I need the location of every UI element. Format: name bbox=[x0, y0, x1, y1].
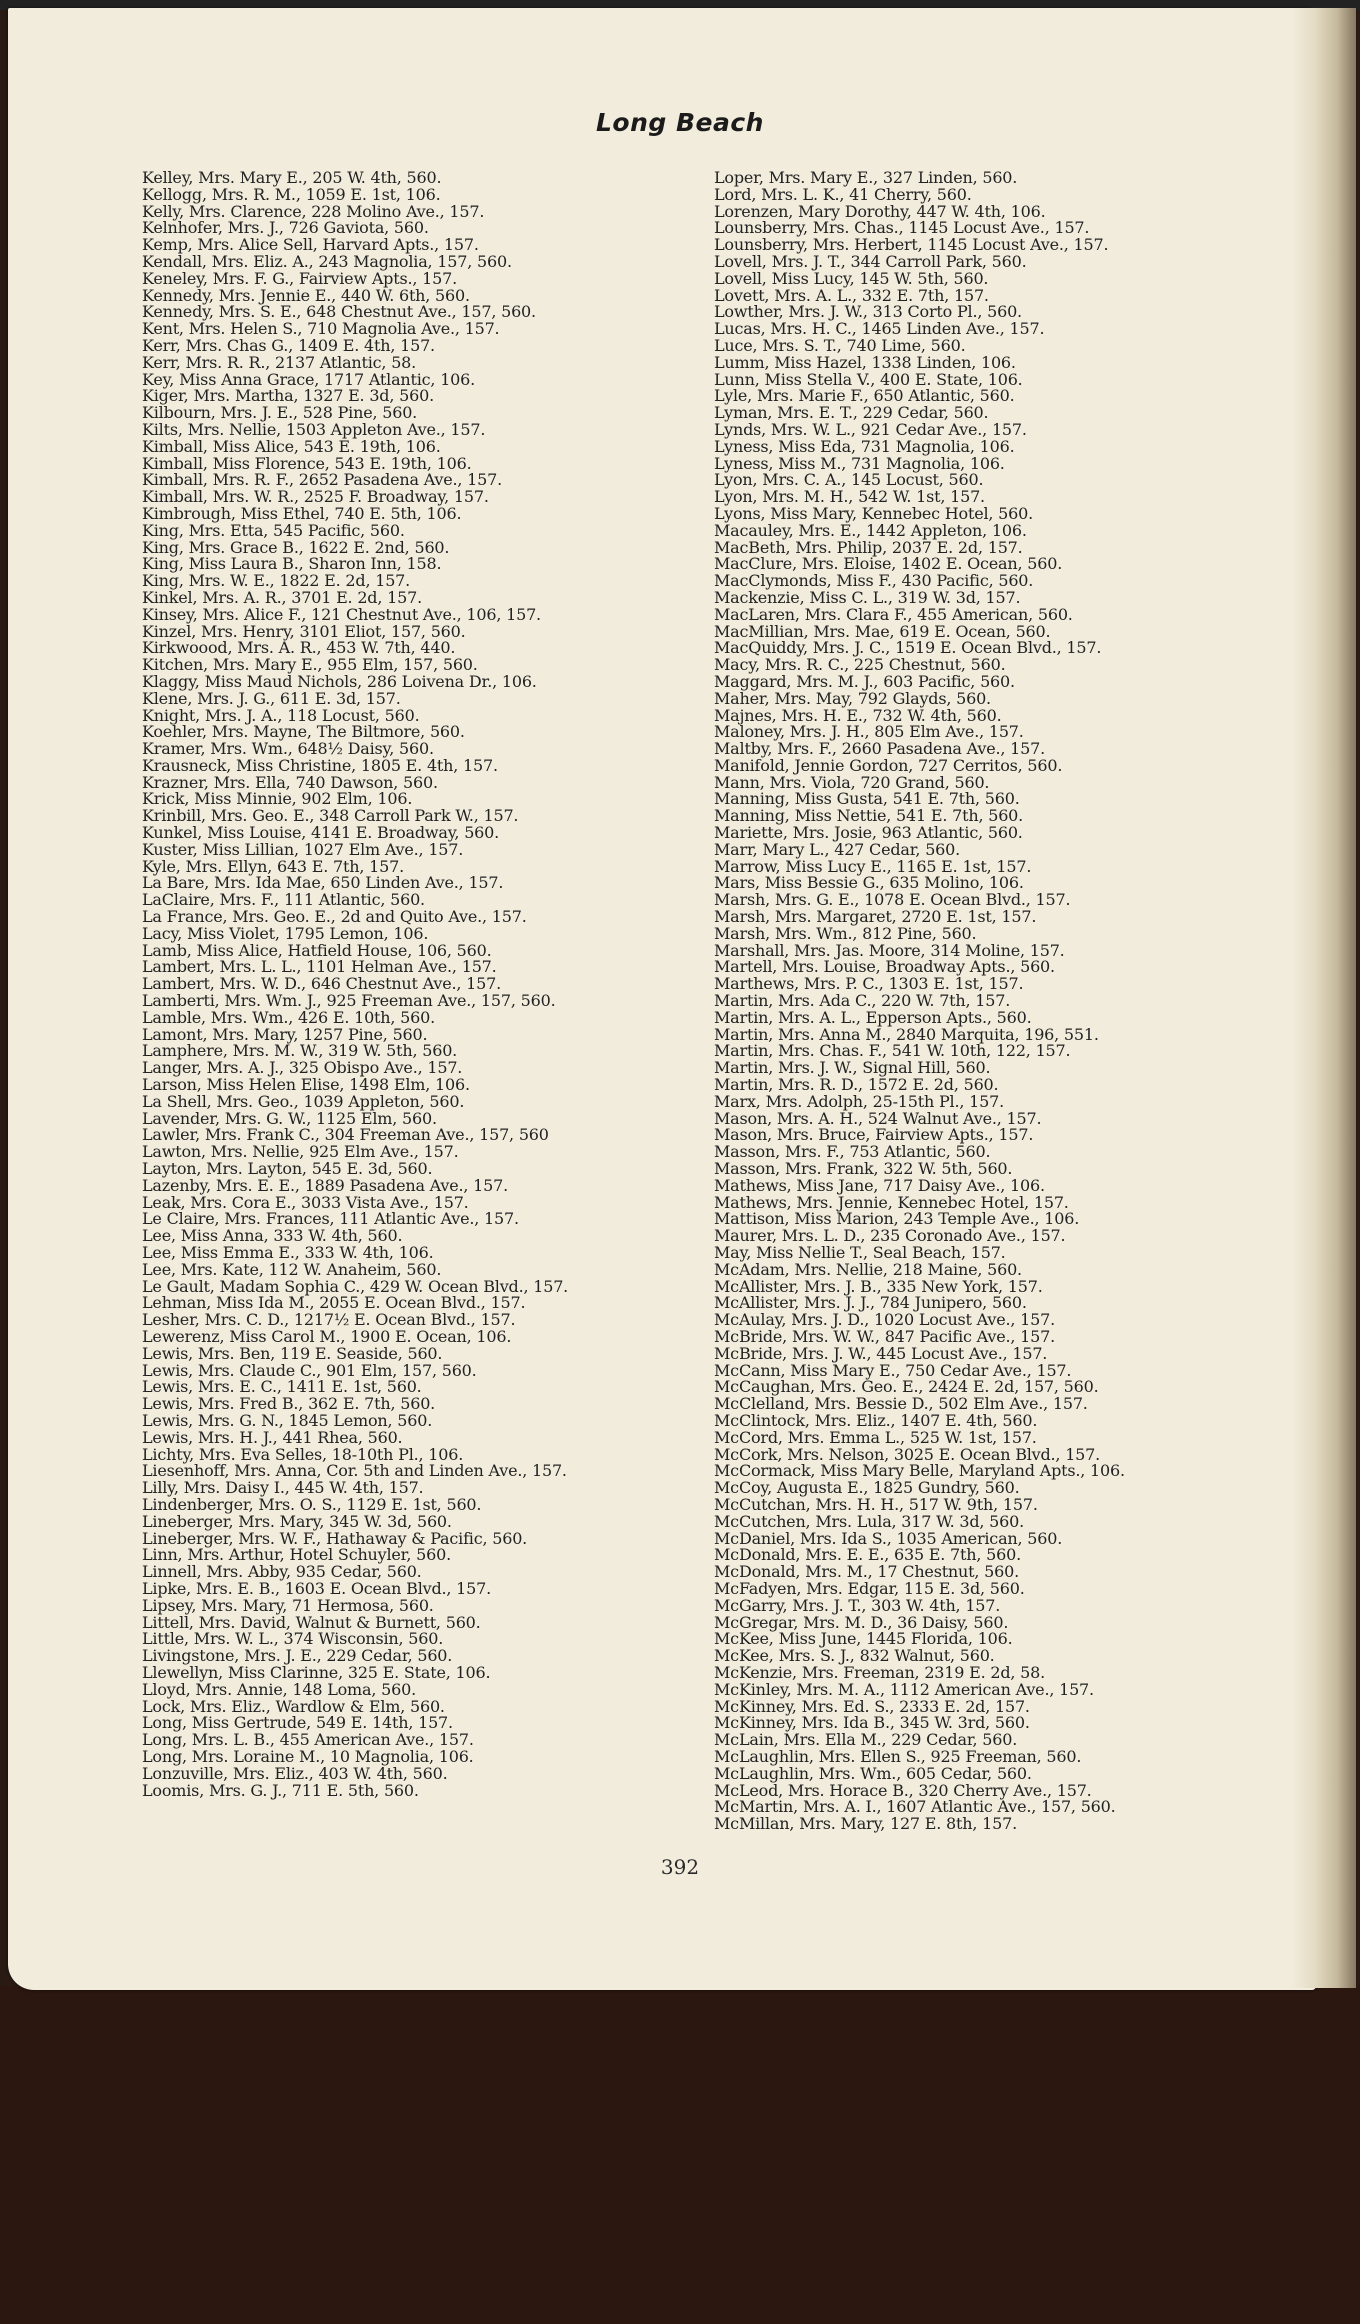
directory-entry: Loper, Mrs. Mary E., 327 Linden, 560. bbox=[714, 168, 1018, 187]
directory-entry: Lamphere, Mrs. M. W., 319 W. 5th, 560. bbox=[142, 1041, 458, 1061]
directory-entry: Kellogg, Mrs. R. M., 1059 E. 1st, 106. bbox=[142, 184, 441, 204]
directory-entry: Kinzel, Mrs. Henry, 3101 Eliot, 157, 560. bbox=[142, 621, 466, 641]
directory-entry: Lock, Mrs. Eliz., Wardlow & Elm, 560. bbox=[142, 1696, 445, 1716]
directory-entry: Manning, Miss Nettie, 541 E. 7th, 560. bbox=[714, 806, 1024, 826]
directory-entry: McBride, Mrs. J. W., 445 Locust Ave., 157. bbox=[714, 1343, 1048, 1363]
directory-entry: Lewis, Mrs. H. J., 441 Rhea, 560. bbox=[142, 1427, 403, 1447]
directory-entry: Krinbill, Mrs. Geo. E., 348 Carroll Park W., 157. bbox=[142, 806, 519, 826]
directory-entry: McAdam, Mrs. Nellie, 218 Maine, 560. bbox=[714, 1259, 1022, 1279]
directory-entry: Mars, Miss Bessie G., 635 Molino, 106. bbox=[714, 873, 1024, 893]
directory-entry: Lyman, Mrs. E. T., 229 Cedar, 560. bbox=[714, 403, 989, 423]
directory-entry: McMartin, Mrs. A. I., 1607 Atlantic Ave., 157, 560. bbox=[714, 1797, 1116, 1817]
directory-entry: McLain, Mrs. Ella M., 229 Cedar, 560. bbox=[714, 1730, 1018, 1750]
directory-entry: Kilts, Mrs. Nellie, 1503 Appleton Ave., 157. bbox=[142, 419, 486, 439]
directory-entry: Le Gault, Madam Sophia C., 429 W. Ocean Blvd., 157. bbox=[142, 1276, 569, 1296]
directory-entry: McAllister, Mrs. J. J., 784 Junipero, 560. bbox=[714, 1293, 1027, 1313]
directory-entry: McCord, Mrs. Emma L., 525 W. 1st, 157. bbox=[714, 1427, 1037, 1447]
directory-entry: Lavender, Mrs. G. W., 1125 Elm, 560. bbox=[142, 1108, 437, 1128]
directory-entry: La Shell, Mrs. Geo., 1039 Appleton, 560. bbox=[142, 1091, 465, 1111]
scan-background bbox=[0, 1986, 1360, 2324]
directory-entry: Kramer, Mrs. Wm., 648½ Daisy, 560. bbox=[142, 739, 434, 759]
directory-entry: Krick, Miss Minnie, 902 Elm, 106. bbox=[142, 789, 413, 809]
directory-entry: Masson, Mrs. F., 753 Atlantic, 560. bbox=[714, 1142, 991, 1162]
directory-entry: Lunn, Miss Stella V., 400 E. State, 106. bbox=[714, 369, 1023, 389]
page-number: 392 bbox=[660, 1855, 700, 1879]
directory-entry: Kuster, Miss Lillian, 1027 Elm Ave., 157. bbox=[142, 839, 464, 859]
directory-entry: McGregar, Mrs. M. D., 36 Daisy, 560. bbox=[714, 1612, 1009, 1632]
directory-entry: Martell, Mrs. Louise, Broadway Apts., 560. bbox=[714, 957, 1055, 977]
directory-entry: Mathews, Mrs. Jennie, Kennebec Hotel, 157. bbox=[714, 1192, 1069, 1212]
directory-entry: Mariette, Mrs. Josie, 963 Atlantic, 560. bbox=[714, 823, 1023, 843]
directory-entry: Martin, Mrs. Ada C., 220 W. 7th, 157. bbox=[714, 991, 1011, 1011]
page-gutter-shadow bbox=[1292, 8, 1356, 1988]
directory-entry: La France, Mrs. Geo. E., 2d and Quito Ave., 157. bbox=[142, 907, 527, 927]
directory-entry: McCaughan, Mrs. Geo. E., 2424 E. 2d, 157, 560. bbox=[714, 1377, 1099, 1397]
directory-entry: McDaniel, Mrs. Ida S., 1035 American, 560. bbox=[714, 1528, 1063, 1548]
directory-entry: Lamberti, Mrs. Wm. J., 925 Freeman Ave., 157, 560. bbox=[142, 991, 556, 1011]
directory-entry: Kimball, Mrs. W. R., 2525 F. Broadway, 157. bbox=[142, 487, 489, 507]
directory-entry: Kerr, Mrs. R. R., 2137 Atlantic, 58. bbox=[142, 352, 417, 372]
directory-entry: McKee, Mrs. S. J., 832 Walnut, 560. bbox=[714, 1646, 995, 1666]
directory-entry: La Bare, Mrs. Ida Mae, 650 Linden Ave., 157. bbox=[142, 873, 504, 893]
directory-entry: Lacy, Miss Violet, 1795 Lemon, 106. bbox=[142, 923, 429, 943]
directory-entry: Koehler, Mrs. Mayne, The Biltmore, 560. bbox=[142, 722, 465, 742]
directory-entry: Leak, Mrs. Cora E., 3033 Vista Ave., 157. bbox=[142, 1192, 469, 1212]
directory-entry: Mathews, Miss Jane, 717 Daisy Ave., 106. bbox=[714, 1175, 1045, 1195]
directory-entry: Lazenby, Mrs. E. E., 1889 Pasadena Ave., 157. bbox=[142, 1175, 508, 1195]
directory-entry: Maloney, Mrs. J. H., 805 Elm Ave., 157. bbox=[714, 722, 1024, 742]
directory-entry: Lehman, Miss Ida M., 2055 E. Ocean Blvd., 157. bbox=[142, 1293, 526, 1313]
directory-entry: Krazner, Mrs. Ella, 740 Dawson, 560. bbox=[142, 772, 438, 792]
directory-entry: Mackenzie, Miss C. L., 319 W. 3d, 157. bbox=[714, 587, 1021, 607]
directory-entry: Linn, Mrs. Arthur, Hotel Schuyler, 560. bbox=[142, 1545, 451, 1565]
directory-entry: MacMillian, Mrs. Mae, 619 E. Ocean, 560. bbox=[714, 621, 1051, 641]
directory-entry: Lamble, Mrs. Wm., 426 E. 10th, 560. bbox=[142, 1007, 435, 1027]
directory-entry: Mason, Mrs. A. H., 524 Walnut Ave., 157. bbox=[714, 1108, 1042, 1128]
directory-entry: Lounsberry, Mrs. Herbert, 1145 Locust Ave., 157. bbox=[714, 235, 1109, 255]
directory-entry: McLeod, Mrs. Horace B., 320 Cherry Ave., 157. bbox=[714, 1780, 1092, 1800]
directory-entry: Keneley, Mrs. F. G., Fairview Apts., 157. bbox=[142, 268, 457, 288]
directory-entry: Klaggy, Miss Maud Nichols, 286 Loivena Dr., 106. bbox=[142, 671, 537, 691]
directory-entry: Kimbrough, Miss Ethel, 740 E. 5th, 106. bbox=[142, 503, 462, 523]
directory-entry: Loomis, Mrs. G. J., 711 E. 5th, 560. bbox=[142, 1780, 419, 1800]
directory-entry: McKinney, Mrs. Ed. S., 2333 E. 2d, 157. bbox=[714, 1696, 1030, 1716]
directory-entry: Majnes, Mrs. H. E., 732 W. 4th, 560. bbox=[714, 705, 1002, 725]
directory-entry: McCann, Miss Mary E., 750 Cedar Ave., 157. bbox=[714, 1360, 1072, 1380]
directory-entry: Macy, Mrs. R. C., 225 Chestnut, 560. bbox=[714, 655, 1006, 675]
directory-entry: Lawler, Mrs. Frank C., 304 Freeman Ave., 157, 560 bbox=[142, 1125, 549, 1145]
directory-entry: McCutchen, Mrs. Lula, 317 W. 3d, 560. bbox=[714, 1511, 1024, 1531]
directory-entry: Lawton, Mrs. Nellie, 925 Elm Ave., 157. bbox=[142, 1142, 459, 1162]
directory-entry: Kent, Mrs. Helen S., 710 Magnolia Ave., 157. bbox=[142, 319, 500, 339]
directory-entry: McKinney, Mrs. Ida B., 345 W. 3rd, 560. bbox=[714, 1713, 1030, 1733]
directory-entry: Kinsey, Mrs. Alice F., 121 Chestnut Ave., 106, 157. bbox=[142, 604, 541, 624]
directory-entry: McLaughlin, Mrs. Wm., 605 Cedar, 560. bbox=[714, 1763, 1032, 1783]
directory-entry: Lovell, Miss Lucy, 145 W. 5th, 560. bbox=[714, 268, 989, 288]
directory-entry: Lipke, Mrs. E. B., 1603 E. Ocean Blvd., 157. bbox=[142, 1578, 491, 1598]
directory-entry: McCormack, Miss Mary Belle, Maryland Apts., 106. bbox=[714, 1461, 1125, 1481]
directory-entry: Lilly, Mrs. Daisy I., 445 W. 4th, 157. bbox=[142, 1478, 424, 1498]
left-column bbox=[142, 170, 702, 1799]
directory-entry: Luce, Mrs. S. T., 740 Lime, 560. bbox=[714, 335, 966, 355]
directory-entry: Manifold, Jennie Gordon, 727 Cerritos, 560. bbox=[714, 755, 1063, 775]
directory-entry: Lyness, Miss M., 731 Magnolia, 106. bbox=[714, 453, 1005, 473]
directory-entry: Kunkel, Miss Louise, 4141 E. Broadway, 560. bbox=[142, 823, 500, 843]
directory-entry: Marr, Mary L., 427 Cedar, 560. bbox=[714, 839, 961, 859]
directory-entry: Mattison, Miss Marion, 243 Temple Ave., 106. bbox=[714, 1209, 1080, 1229]
directory-entry: Kimball, Miss Alice, 543 E. 19th, 106. bbox=[142, 436, 441, 456]
directory-entry: Kilbourn, Mrs. J. E., 528 Pine, 560. bbox=[142, 403, 418, 423]
directory-entry: McCork, Mrs. Nelson, 3025 E. Ocean Blvd., 157. bbox=[714, 1444, 1101, 1464]
directory-entry: Kirkwoood, Mrs. A. R., 453 W. 7th, 440. bbox=[142, 638, 456, 658]
directory-entry: Kelly, Mrs. Clarence, 228 Molino Ave., 157. bbox=[142, 201, 485, 221]
directory-entry: Kelley, Mrs. Mary E., 205 W. 4th, 560. bbox=[142, 168, 442, 187]
directory-entry: Lorenzen, Mary Dorothy, 447 W. 4th, 106. bbox=[714, 201, 1046, 221]
directory-entry: McDonald, Mrs. E. E., 635 E. 7th, 560. bbox=[714, 1545, 1021, 1565]
directory-entry: Langer, Mrs. A. J., 325 Obispo Ave., 157. bbox=[142, 1058, 463, 1078]
directory-entry: Lovell, Mrs. J. T., 344 Carroll Park, 560. bbox=[714, 251, 1027, 271]
directory-entry: Lewis, Mrs. Claude C., 901 Elm, 157, 560. bbox=[142, 1360, 477, 1380]
directory-entry: Long, Miss Gertrude, 549 E. 14th, 157. bbox=[142, 1713, 453, 1733]
directory-entry: Mann, Mrs. Viola, 720 Grand, 560. bbox=[714, 772, 990, 792]
directory-entry: Lewis, Mrs. Ben, 119 E. Seaside, 560. bbox=[142, 1343, 443, 1363]
directory-entry: Krausneck, Miss Christine, 1805 E. 4th, 157. bbox=[142, 755, 498, 775]
directory-entry: McGarry, Mrs. J. T., 303 W. 4th, 157. bbox=[714, 1595, 1001, 1615]
directory-entry: Lord, Mrs. L. K., 41 Cherry, 560. bbox=[714, 184, 972, 204]
directory-entry: Lambert, Mrs. W. D., 646 Chestnut Ave., 157. bbox=[142, 974, 501, 994]
directory-entry: Long, Mrs. L. B., 455 American Ave., 157. bbox=[142, 1730, 474, 1750]
running-head: Long Beach bbox=[595, 108, 764, 137]
directory-entry: Manning, Miss Gusta, 541 E. 7th, 560. bbox=[714, 789, 1020, 809]
directory-entry: Littell, Mrs. David, Walnut & Burnett, 560. bbox=[142, 1612, 481, 1632]
directory-entry: Key, Miss Anna Grace, 1717 Atlantic, 106. bbox=[142, 369, 476, 389]
directory-entry: May, Miss Nellie T., Seal Beach, 157. bbox=[714, 1243, 1006, 1262]
directory-entry: LaClaire, Mrs. F., 111 Atlantic, 560. bbox=[142, 890, 425, 910]
directory-entry: Lloyd, Mrs. Annie, 148 Loma, 560. bbox=[142, 1679, 416, 1699]
directory-entry: Llewellyn, Miss Clarinne, 325 E. State, 106. bbox=[142, 1662, 491, 1682]
directory-entry: Martin, Mrs. R. D., 1572 E. 2d, 560. bbox=[714, 1075, 999, 1095]
directory-entry: Lamb, Miss Alice, Hatfield House, 106, 560. bbox=[142, 940, 492, 960]
directory-entry: McCoy, Augusta E., 1825 Gundry, 560. bbox=[714, 1478, 1020, 1498]
directory-entry: Lesher, Mrs. C. D., 1217½ E. Ocean Blvd., 157. bbox=[142, 1310, 516, 1330]
directory-entry: Marsh, Mrs. Margaret, 2720 E. 1st, 157. bbox=[714, 907, 1037, 927]
directory-entry: Kitchen, Mrs. Mary E., 955 Elm, 157, 560. bbox=[142, 655, 478, 675]
directory-entry: Lindenberger, Mrs. O. S., 1129 E. 1st, 560. bbox=[142, 1494, 482, 1514]
directory-entry: McCutchan, Mrs. H. H., 517 W. 9th, 157. bbox=[714, 1494, 1038, 1514]
directory-entry: Lounsberry, Mrs. Chas., 1145 Locust Ave., 157. bbox=[714, 218, 1090, 238]
directory-entry: Lyons, Miss Mary, Kennebec Hotel, 560. bbox=[714, 503, 1033, 523]
directory-entry: MacClure, Mrs. Eloise, 1402 E. Ocean, 560. bbox=[714, 554, 1063, 574]
directory-entry: Lowther, Mrs. J. W., 313 Corto Pl., 560. bbox=[714, 302, 1022, 322]
directory-entry: McMillan, Mrs. Mary, 127 E. 8th, 157. bbox=[714, 1814, 1017, 1834]
directory-entry: McClintock, Mrs. Eliz., 1407 E. 4th, 560. bbox=[714, 1410, 1038, 1430]
directory-entry: Liesenhoff, Mrs. Anna, Cor. 5th and Linden Ave., 157. bbox=[142, 1461, 567, 1481]
directory-entry: Lewis, Mrs. G. N., 1845 Lemon, 560. bbox=[142, 1410, 433, 1430]
directory-entry: Marshall, Mrs. Jas. Moore, 314 Moline, 157. bbox=[714, 940, 1065, 960]
directory-entry: McKenzie, Mrs. Freeman, 2319 E. 2d, 58. bbox=[714, 1662, 1046, 1682]
directory-entry: Lineberger, Mrs. Mary, 345 W. 3d, 560. bbox=[142, 1511, 452, 1531]
directory-entry: McAulay, Mrs. J. D., 1020 Locust Ave., 157. bbox=[714, 1310, 1055, 1330]
directory-entry: King, Miss Laura B., Sharon Inn, 158. bbox=[142, 554, 442, 574]
directory-entry: King, Mrs. W. E., 1822 E. 2d, 157. bbox=[142, 571, 411, 591]
directory-entry: Kennedy, Mrs. Jennie E., 440 W. 6th, 560. bbox=[142, 285, 470, 305]
directory-entry: McBride, Mrs. W. W., 847 Pacific Ave., 157. bbox=[714, 1326, 1055, 1346]
directory-entry: Lyon, Mrs. M. H., 542 W. 1st, 157. bbox=[714, 487, 985, 507]
directory-entry: Kerr, Mrs. Chas G., 1409 E. 4th, 157. bbox=[142, 335, 435, 355]
directory-entry: Kelnhofer, Mrs. J., 726 Gaviota, 560. bbox=[142, 218, 429, 238]
directory-entry: Lyness, Miss Eda, 731 Magnolia, 106. bbox=[714, 436, 1015, 456]
directory-entry: McAllister, Mrs. J. B., 335 New York, 157. bbox=[714, 1276, 1043, 1296]
directory-entry: Mason, Mrs. Bruce, Fairview Apts., 157. bbox=[714, 1125, 1034, 1145]
directory-entry: MacLaren, Mrs. Clara F., 455 American, 560. bbox=[714, 604, 1073, 624]
directory-entry: Kimball, Mrs. R. F., 2652 Pasadena Ave., 157. bbox=[142, 470, 503, 490]
directory-entry: McFadyen, Mrs. Edgar, 115 E. 3d, 560. bbox=[714, 1578, 1025, 1598]
directory-entry: Kemp, Mrs. Alice Sell, Harvard Apts., 157. bbox=[142, 235, 479, 255]
directory-entry: Lamont, Mrs. Mary, 1257 Pine, 560. bbox=[142, 1024, 428, 1044]
directory-entry: Lynds, Mrs. W. L., 921 Cedar Ave., 157. bbox=[714, 419, 1027, 439]
directory-entry: McKee, Miss June, 1445 Florida, 106. bbox=[714, 1629, 1013, 1649]
right-column bbox=[714, 170, 1244, 1833]
directory-entry: Lambert, Mrs. L. L., 1101 Helman Ave., 157. bbox=[142, 957, 497, 977]
directory-entry: Lewerenz, Miss Carol M., 1900 E. Ocean, 106. bbox=[142, 1326, 512, 1346]
directory-entry: Lipsey, Mrs. Mary, 71 Hermosa, 560. bbox=[142, 1595, 434, 1615]
directory-entry: Kennedy, Mrs. S. E., 648 Chestnut Ave., 157, 560. bbox=[142, 302, 536, 322]
directory-entry: Maltby, Mrs. F., 2660 Pasadena Ave., 157. bbox=[714, 739, 1045, 759]
directory-entry: Marthews, Mrs. P. C., 1303 E. 1st, 157. bbox=[714, 974, 1024, 994]
directory-entry: Kiger, Mrs. Martha, 1327 E. 3d, 560. bbox=[142, 386, 434, 406]
directory-entry: Knight, Mrs. J. A., 118 Locust, 560. bbox=[142, 705, 420, 725]
directory-entry: Lichty, Mrs. Eva Selles, 18-10th Pl., 106. bbox=[142, 1444, 464, 1464]
directory-entry: Martin, Mrs. J. W., Signal Hill, 560. bbox=[714, 1058, 991, 1078]
directory-entry: MacQuiddy, Mrs. J. C., 1519 E. Ocean Blvd., 157. bbox=[714, 638, 1102, 658]
directory-entry: Marrow, Miss Lucy E., 1165 E. 1st, 157. bbox=[714, 856, 1032, 876]
directory-entry: McDonald, Mrs. M., 17 Chestnut, 560. bbox=[714, 1562, 1019, 1582]
directory-entry: MacBeth, Mrs. Philip, 2037 E. 2d, 157. bbox=[714, 537, 1023, 557]
directory-entry: Marx, Mrs. Adolph, 25-15th Pl., 157. bbox=[714, 1091, 1004, 1111]
directory-entry: Lyon, Mrs. C. A., 145 Locust, 560. bbox=[714, 470, 984, 490]
directory-entry: Lineberger, Mrs. W. F., Hathaway & Pacific, 560. bbox=[142, 1528, 528, 1548]
directory-entry: Lumm, Miss Hazel, 1338 Linden, 106. bbox=[714, 352, 1016, 372]
directory-entry: McLaughlin, Mrs. Ellen S., 925 Freeman, 560. bbox=[714, 1746, 1082, 1766]
directory-entry: Kinkel, Mrs. A. R., 3701 E. 2d, 157. bbox=[142, 587, 422, 607]
directory-entry: Lewis, Mrs. Fred B., 362 E. 7th, 560. bbox=[142, 1394, 436, 1414]
directory-entry: Long, Mrs. Loraine M., 10 Magnolia, 106. bbox=[142, 1746, 474, 1766]
directory-entry: Kyle, Mrs. Ellyn, 643 E. 7th, 157. bbox=[142, 856, 404, 876]
directory-entry: Lonzuville, Mrs. Eliz., 403 W. 4th, 560. bbox=[142, 1763, 448, 1783]
directory-entry: Marsh, Mrs. G. E., 1078 E. Ocean Blvd., 157. bbox=[714, 890, 1071, 910]
directory-entry: Lucas, Mrs. H. C., 1465 Linden Ave., 157. bbox=[714, 319, 1045, 339]
directory-entry: Marsh, Mrs. Wm., 812 Pine, 560. bbox=[714, 923, 977, 943]
directory-entry: Little, Mrs. W. L., 374 Wisconsin, 560. bbox=[142, 1629, 444, 1649]
directory-entry: Martin, Mrs. A. L., Epperson Apts., 560. bbox=[714, 1007, 1032, 1027]
directory-entry: Larson, Miss Helen Elise, 1498 Elm, 106. bbox=[142, 1075, 470, 1095]
directory-entry: Linnell, Mrs. Abby, 935 Cedar, 560. bbox=[142, 1562, 422, 1582]
directory-entry: McKinley, Mrs. M. A., 1112 American Ave., 157. bbox=[714, 1679, 1094, 1699]
directory-entry: Livingstone, Mrs. J. E., 229 Cedar, 560. bbox=[142, 1646, 453, 1666]
directory-entry: MacClymonds, Miss F., 430 Pacific, 560. bbox=[714, 571, 1034, 591]
directory-entry: Lyle, Mrs. Marie F., 650 Atlantic, 560. bbox=[714, 386, 1015, 406]
directory-entry: Masson, Mrs. Frank, 322 W. 5th, 560. bbox=[714, 1159, 1013, 1179]
directory-entry: Layton, Mrs. Layton, 545 E. 3d, 560. bbox=[142, 1159, 433, 1179]
directory-entry: King, Mrs. Etta, 545 Pacific, 560. bbox=[142, 520, 405, 540]
directory-entry: Martin, Mrs. Chas. F., 541 W. 10th, 122, 157. bbox=[714, 1041, 1071, 1061]
directory-entry: Klene, Mrs. J. G., 611 E. 3d, 157. bbox=[142, 688, 401, 708]
directory-entry: Lovett, Mrs. A. L., 332 E. 7th, 157. bbox=[714, 285, 989, 305]
directory-entry: Maggard, Mrs. M. J., 603 Pacific, 560. bbox=[714, 671, 1015, 691]
directory-entry: Le Claire, Mrs. Frances, 111 Atlantic Ave., 157. bbox=[142, 1209, 519, 1229]
directory-entry: King, Mrs. Grace B., 1622 E. 2nd, 560. bbox=[142, 537, 450, 557]
directory-entry: Lewis, Mrs. E. C., 1411 E. 1st, 560. bbox=[142, 1377, 422, 1397]
directory-entry: Kendall, Mrs. Eliz. A., 243 Magnolia, 157, 560. bbox=[142, 251, 512, 271]
directory-entry: Macauley, Mrs. E., 1442 Appleton, 106. bbox=[714, 520, 1027, 540]
directory-entry: Martin, Mrs. Anna M., 2840 Marquita, 196, 551. bbox=[714, 1024, 1099, 1044]
directory-entry: McClelland, Mrs. Bessie D., 502 Elm Ave., 157. bbox=[714, 1394, 1088, 1414]
directory-entry: Kimball, Miss Florence, 543 E. 19th, 106. bbox=[142, 453, 472, 473]
directory-entry: Maurer, Mrs. L. D., 235 Coronado Ave., 157. bbox=[714, 1226, 1066, 1246]
directory-entry: Maher, Mrs. May, 792 Glayds, 560. bbox=[714, 688, 991, 708]
directory-entry: Lee, Mrs. Kate, 112 W. Anaheim, 560. bbox=[142, 1259, 442, 1279]
directory-entry: Lee, Miss Anna, 333 W. 4th, 560. bbox=[142, 1226, 403, 1246]
directory-entry: Lee, Miss Emma E., 333 W. 4th, 106. bbox=[142, 1243, 434, 1262]
